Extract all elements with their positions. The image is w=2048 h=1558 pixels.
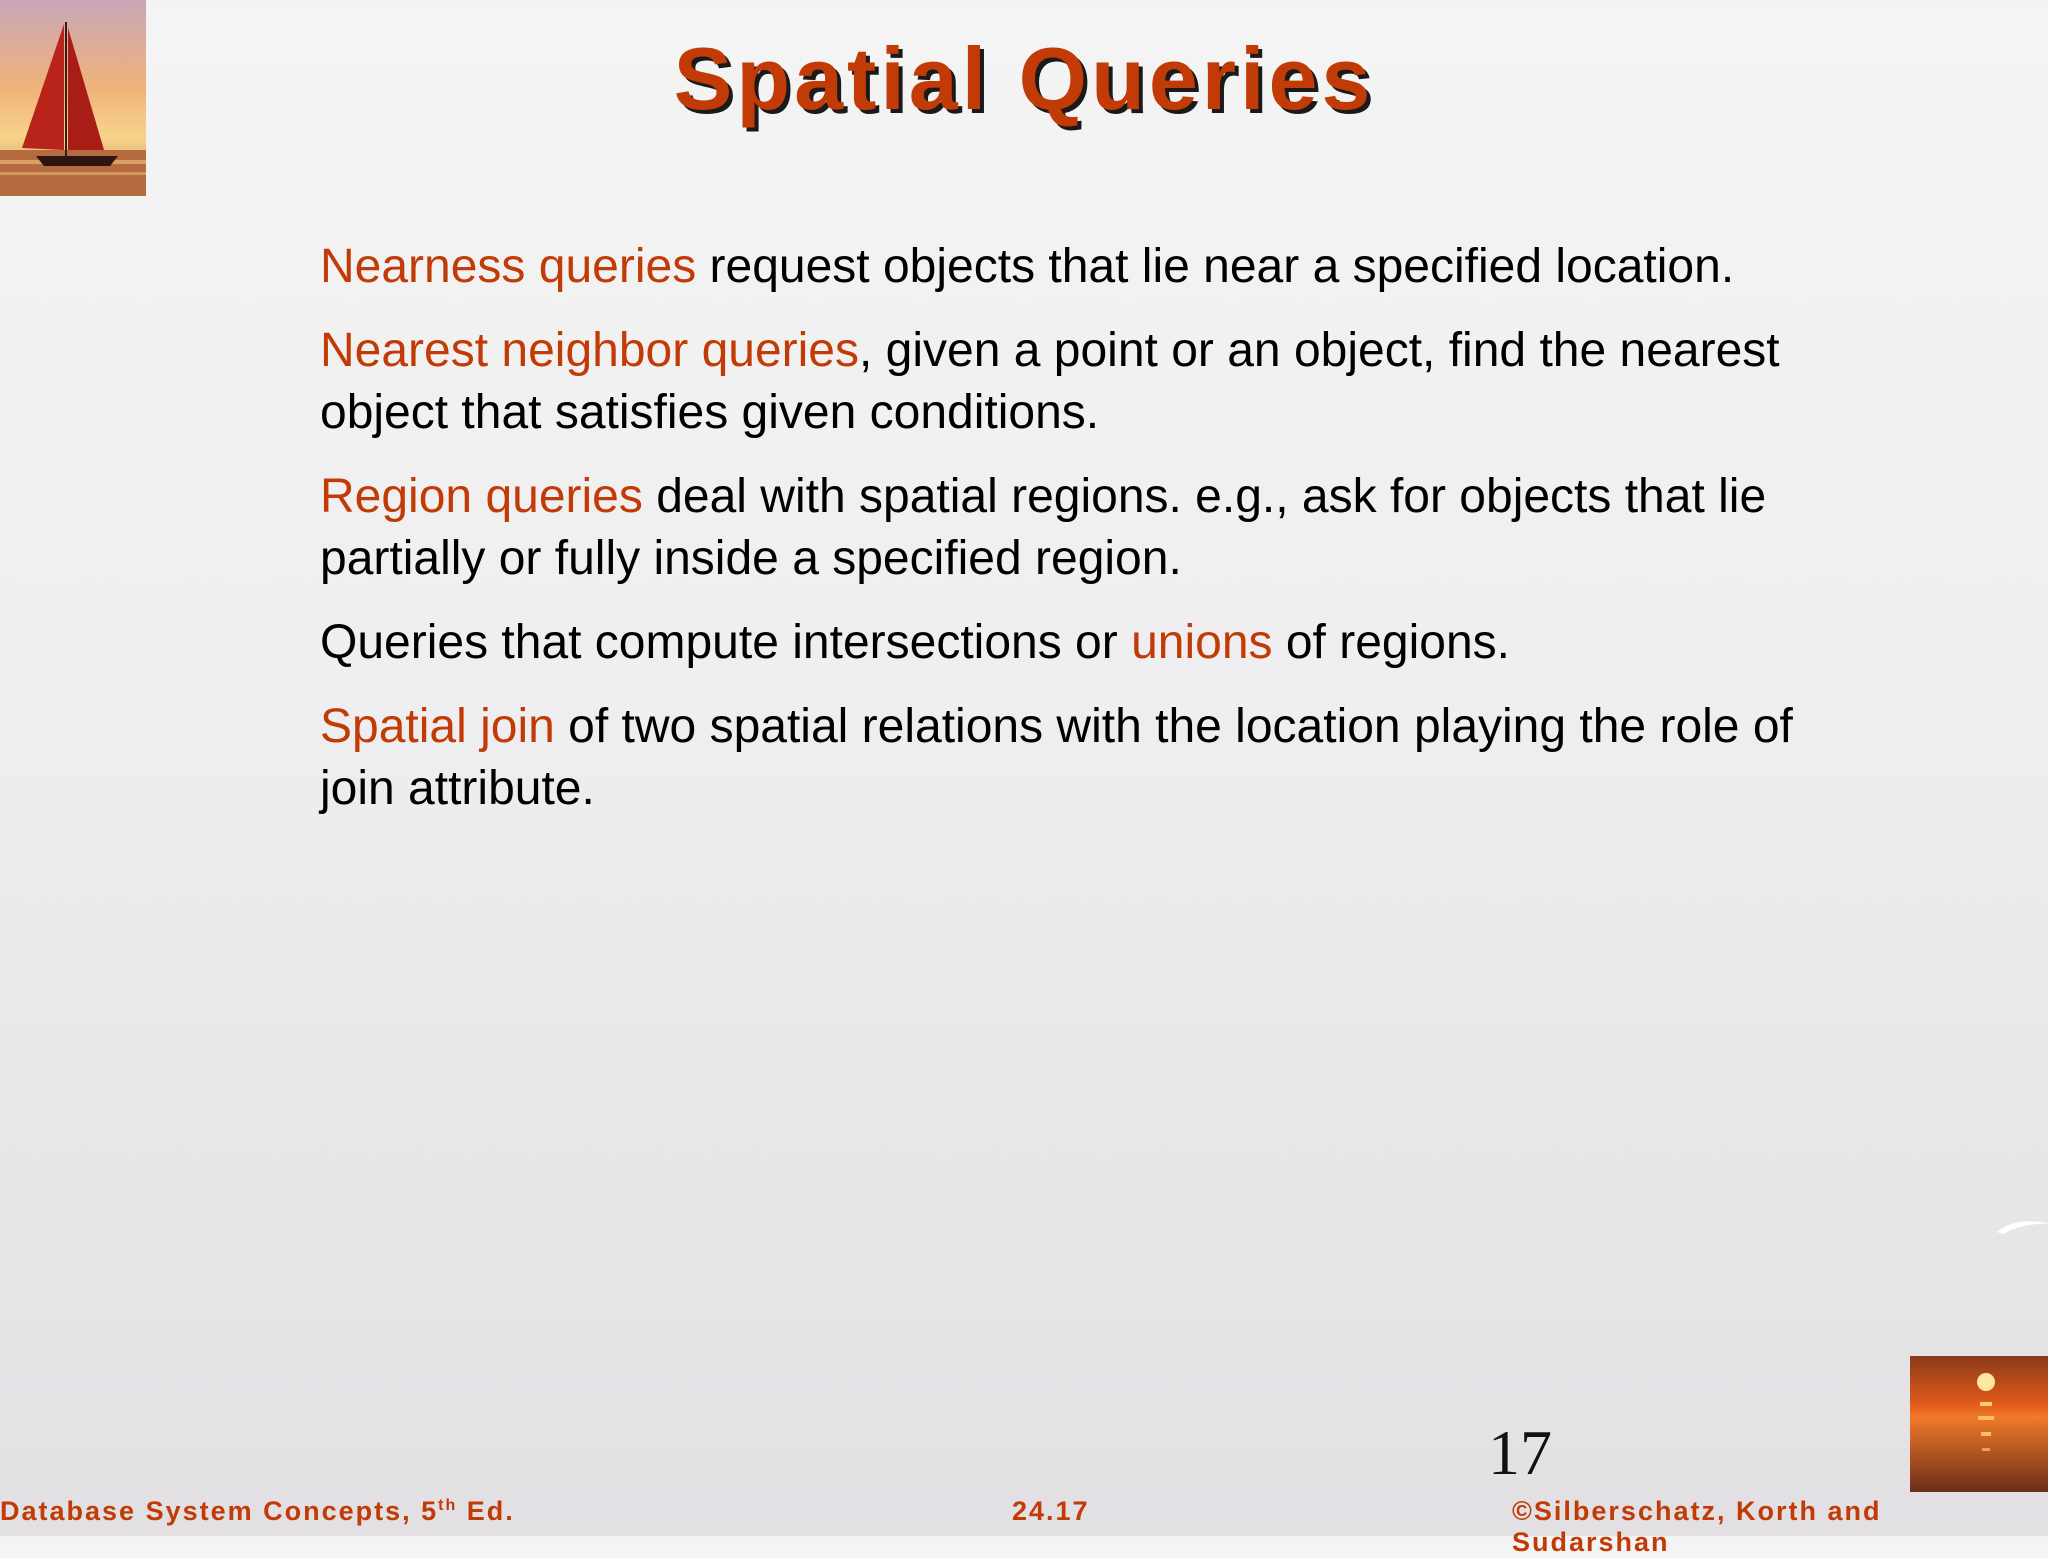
bullet-text: , given a point or an object, find the nearest object that satisfies given conditions. (320, 324, 1780, 439)
bullet-term: Region queries (320, 470, 643, 523)
footer-book-title: Database System Concepts, 5th Ed. (0, 1496, 515, 1526)
bullet-item (320, 320, 1880, 444)
bullet-item (320, 612, 1880, 674)
bullet-term: unions (1131, 616, 1273, 669)
bullet-text: of two spatial relations with the location playing the role of join attribute. (320, 700, 1793, 815)
bullet-text: Queries that compute intersections or (320, 616, 1132, 669)
bullet-item (320, 696, 1880, 820)
sunset-image (1910, 1356, 2048, 1492)
slide-number: 17 (1488, 1417, 1552, 1488)
bullet-text: of regions. (1272, 616, 1510, 669)
footer-page-number: 24.17 (1012, 1496, 1090, 1526)
slide-title: Spatial Queries (673, 29, 1375, 128)
bullet-term: Nearest neighbor queries (320, 324, 859, 377)
bullet-term: Spatial join (320, 700, 555, 753)
bullet-item (320, 466, 1880, 590)
bullet-text: request objects that lie near a specified location. (696, 240, 1735, 293)
swoosh-decoration (1995, 1210, 2048, 1240)
footer-copyright: ©Silberschatz, Korth and Sudarshan (1512, 1496, 1882, 1557)
bullet-item (320, 236, 1880, 298)
bullet-text: deal with spatial regions. e.g., ask for objects that lie partially or fully inside a specified region. (320, 470, 1767, 585)
bullet-term: Nearness queries (320, 240, 697, 293)
bullet-list (320, 236, 1880, 842)
